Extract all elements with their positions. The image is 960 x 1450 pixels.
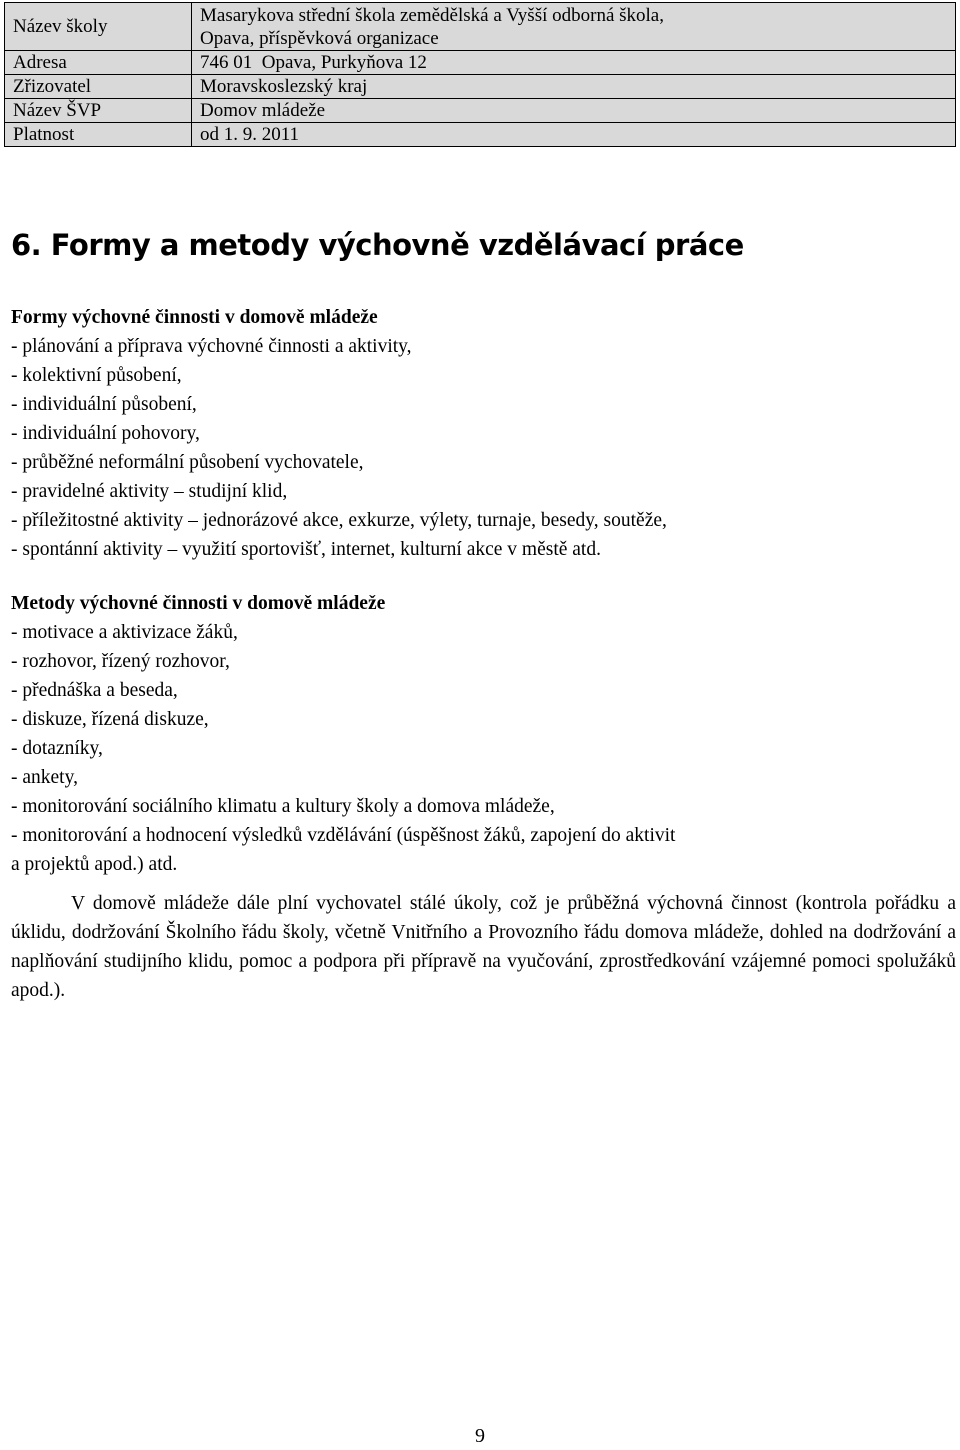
methods-title: Metody výchovné činnosti v domově mládeže xyxy=(11,593,386,614)
page-number: 9 xyxy=(475,1425,485,1447)
list-item: - diskuze, řízená diskuze, xyxy=(11,709,209,730)
info-label: Platnost xyxy=(5,123,192,147)
list-item: - rozhovor, řízený rozhovor, xyxy=(11,651,230,672)
forms-title: Formy výchovné činnosti v domově mládeže xyxy=(11,307,378,328)
info-value-line: Opava, příspěvková organizace xyxy=(200,28,439,49)
school-info-table xyxy=(4,2,956,147)
list-item: - průběžné neformální působení vychovatele, xyxy=(11,452,364,473)
list-item: - pravidelné aktivity – studijní klid, xyxy=(11,481,288,502)
info-label: Zřizovatel xyxy=(5,75,192,99)
list-item: - dotazníky, xyxy=(11,738,103,759)
closing-paragraph xyxy=(11,889,956,1005)
list-item: - plánování a příprava výchovné činnosti a aktivity, xyxy=(11,336,412,357)
info-value-line: Masarykova střední škola zemědělská a Vyšší odborná škola, xyxy=(200,5,664,26)
info-row-school xyxy=(5,3,956,51)
list-item: - ankety, xyxy=(11,767,78,788)
info-label: Název školy xyxy=(5,3,192,51)
list-item: - individuální působení, xyxy=(11,394,197,415)
info-label: Adresa xyxy=(5,51,192,75)
info-value: Moravskoslezský kraj xyxy=(192,75,956,99)
section-heading: 6. Formy a metody výchovně vzdělávací práce xyxy=(11,228,744,262)
list-item: - monitorování sociálního klimatu a kultury školy a domova mládeže, xyxy=(11,796,555,817)
list-item: - spontánní aktivity – využití sportovišť, internet, kulturní akce v městě atd. xyxy=(11,539,601,560)
list-item: - kolektivní působení, xyxy=(11,365,182,386)
list-item: - příležitostné aktivity – jednorázové akce, exkurze, výlety, turnaje, besedy, soutěže, xyxy=(11,510,667,531)
list-item: - monitorování a hodnocení výsledků vzdělávání (úspěšnost žáků, zapojení do aktivit xyxy=(11,825,676,846)
list-item: - motivace a aktivizace žáků, xyxy=(11,622,238,643)
info-value: 746 01 Opava, Purkyňova 12 xyxy=(192,51,956,75)
list-item: a projektů apod.) atd. xyxy=(11,854,178,875)
info-value xyxy=(192,3,956,51)
forms-section xyxy=(11,303,667,564)
info-row-founder xyxy=(5,75,956,99)
methods-section xyxy=(11,589,675,879)
info-row-validity xyxy=(5,123,956,147)
paragraph-text: V domově mládeže dále plní vychovatel stálé úkoly, což je průběžná výchovná činnost (kontrola pořádku a úklidu, dodržování Školního řádu školy, včetně Vnitřního a Provozního řádu domova mládeže, dohled na dodržování a naplňování studijního klidu, pomoc a podpora při přípravě na vyučování, zprostředkování vzájemné pomoci spolužáků apod.). xyxy=(11,893,956,1001)
info-row-program xyxy=(5,99,956,123)
info-value: od 1. 9. 2011 xyxy=(192,123,956,147)
info-label: Název ŠVP xyxy=(5,99,192,123)
info-value: Domov mládeže xyxy=(192,99,956,123)
list-item: - přednáška a beseda, xyxy=(11,680,178,701)
info-row-address xyxy=(5,51,956,75)
list-item: - individuální pohovory, xyxy=(11,423,200,444)
